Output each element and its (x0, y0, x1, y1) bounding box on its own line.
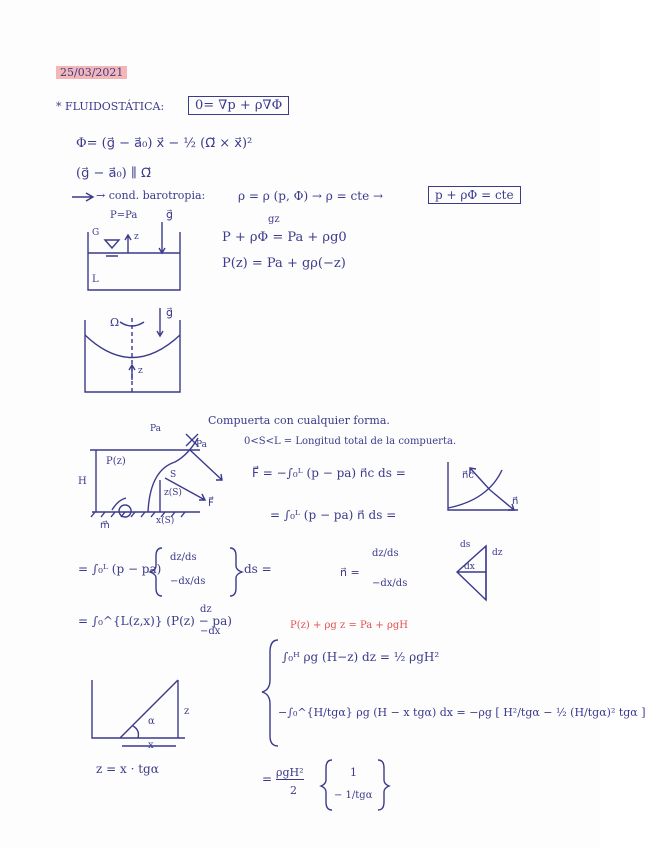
gate-s: S (170, 470, 177, 480)
n-vec-label: n⃗ = (340, 566, 360, 579)
tank1-pa-label: P=Pa (110, 210, 138, 221)
phi-gz-note: gz (268, 214, 280, 225)
result-top: ∫₀ᴴ ρg (H−z) dz = ½ ρgH² (282, 650, 440, 664)
tank2-g-label: g⃗ (166, 306, 173, 319)
result-bottom: −∫₀^{H/tgα} ρg (H − x tgα) dx = −ρg [ H²/tgα − ½ (H/tgα)² tgα ] (278, 706, 646, 719)
section-title: * FLUIDOSTÁTICA: (56, 100, 165, 113)
final-coef: ρgH² (276, 766, 304, 779)
date-label: 25/03/2021 (56, 66, 127, 79)
tank1-g-label: g⃗ (166, 208, 173, 221)
gate-xs: x(S) (156, 516, 175, 526)
tank1-z-arrow (125, 235, 131, 253)
tank2-z-label: z (138, 366, 143, 376)
final-vec-top: 1 (350, 766, 357, 779)
tank1-l-label: L (92, 274, 99, 285)
gate-pa-right: Pa (196, 440, 208, 450)
final-brace-left (321, 760, 332, 810)
tri-dx: dx (464, 562, 475, 572)
nc-fig-n: n⃗ (512, 496, 519, 507)
final-brace-right (378, 760, 389, 810)
tank1-g-small: G (92, 228, 100, 238)
n-vec-bottom: −dx/ds (372, 578, 408, 589)
barotropy-result: p + ρΦ = cte (428, 186, 521, 204)
n-vec-top: dz/ds (372, 548, 399, 559)
integral-2-vec-bottom: −dx (200, 626, 221, 637)
gate-h: H (78, 476, 87, 487)
integral-2: = ∫₀^{L(z,x)} (P(z) − pa) (78, 614, 232, 628)
final-vec-bottom: − 1/tgα (334, 790, 373, 801)
ds-triangle (457, 546, 486, 600)
integral-1: = ∫₀ᴸ (p − pa) (78, 562, 162, 576)
alpha-x: x (148, 740, 154, 751)
gate-range: 0<S<L = Longitud total de la compuerta. (244, 436, 457, 447)
tank2-omega-arrow (120, 322, 144, 326)
nc-fig-nc: n⃗c (462, 470, 474, 481)
tank1-z-label: z (134, 232, 139, 242)
force-eq-1: F⃗ = −∫₀ᴸ (p − pa) n⃗c ds = (252, 466, 406, 480)
gate-m: m⃗ (100, 520, 110, 531)
alpha-arc (133, 726, 138, 738)
barotropy-label: → cond. barotropia: (96, 189, 206, 202)
tank2-omega: Ω (110, 316, 120, 329)
nc-fig-n-arrow (490, 490, 514, 510)
integral-2-vec-top: dz (200, 604, 212, 615)
integral-1-vec-bottom: −dx/ds (170, 576, 206, 587)
force-eq-2: = ∫₀ᴸ (p − pa) n⃗ ds = (270, 508, 397, 522)
alpha-hyp (120, 680, 178, 738)
result-brace (262, 640, 278, 746)
barotropy-arrow (72, 193, 93, 201)
tank1-g-arrow (159, 222, 165, 253)
integral-1-vec-top: dz/ds (170, 552, 197, 563)
gate-pivot (119, 505, 131, 517)
gate-normal-arrow (190, 450, 222, 480)
phi-equation: Φ= (g⃗ − a⃗₀) x⃗ − ½ (Ω⃗ × x⃗)² (76, 136, 253, 151)
brace-right-1 (230, 548, 242, 596)
pressure-eq-2: P(z) = Pa + gρ(−z) (222, 256, 346, 271)
nc-fig-curve (448, 470, 502, 508)
barotropy-equation: ρ = ρ (p, Φ) → ρ = cte → (238, 189, 384, 203)
gate-zs: z(S) (164, 488, 182, 498)
parallel-condition: (g⃗ − a⃗₀) ∥ Ω⃗ (76, 166, 151, 181)
z-relation: z = x · tgα (96, 762, 159, 776)
final-den: 2 (290, 784, 297, 797)
pressure-eq-1: P + ρΦ = Pa + ρg0 (222, 230, 347, 245)
alpha-axes (92, 680, 185, 738)
gate-title: Compuerta con cualquier forma. (208, 414, 390, 427)
final-equals: = (262, 772, 273, 786)
tri-dz: dz (492, 548, 503, 558)
alpha-z: z (184, 706, 190, 717)
main-equation: 0= ∇p + ρ∇Φ (188, 96, 289, 115)
gate-pz: P(z) (106, 456, 126, 467)
gate-pa-top: Pa (150, 424, 162, 434)
gate-f: F⃗ (208, 498, 214, 509)
tank2-g-arrow (157, 308, 163, 336)
red-note: P(z) + ρg z = Pa + ρgH (290, 620, 408, 631)
nc-fig-axes (448, 462, 518, 510)
tri-ds: ds (460, 540, 471, 550)
alpha-label: α (148, 716, 155, 727)
integral-1-tail: ds = (244, 562, 272, 576)
tank2-z-arrow (129, 365, 135, 380)
